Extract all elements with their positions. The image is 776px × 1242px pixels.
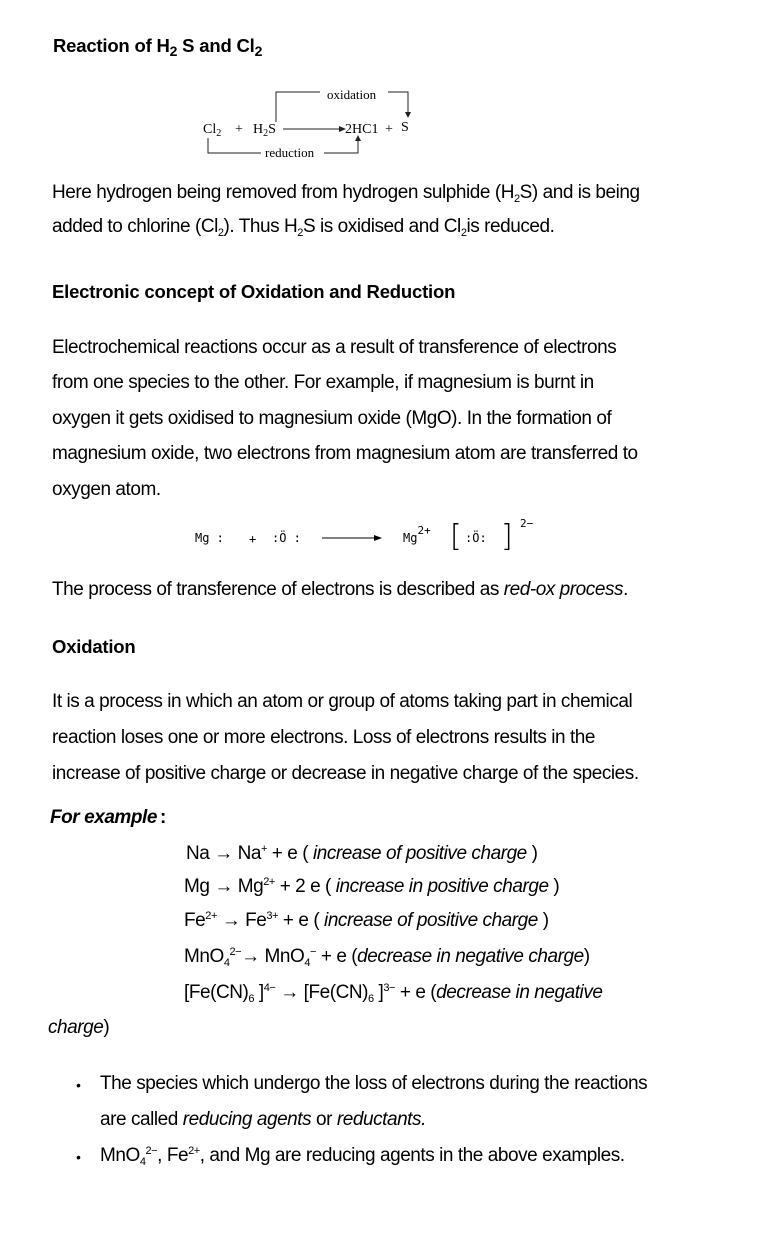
oxidation-arrowhead (405, 112, 411, 118)
lewis-equation (195, 515, 545, 560)
charge: 2− (229, 946, 242, 958)
subscript: 2 (217, 227, 224, 239)
paragraph-line: from one species to the other. For example, if magnesium is burnt in (52, 372, 594, 393)
bracket-right-icon: ] (501, 519, 513, 554)
subscript: 2 (254, 43, 263, 59)
oxide-ion: :Ö: (465, 531, 487, 545)
text: Fe (184, 910, 206, 931)
text: Mg → Mg (184, 876, 264, 897)
italic-note: charge (48, 1017, 104, 1038)
reactant-h2s (253, 122, 276, 138)
reduction-bracket-left (208, 138, 261, 153)
paragraph-line: reaction loses one or more electrons. Loss of electrons results in the (52, 727, 596, 748)
subscript: 4 (304, 957, 311, 969)
charge: 3+ (266, 910, 279, 922)
text: → Fe (216, 910, 267, 931)
paragraph-line: oxygen atom. (52, 479, 161, 500)
text: S is oxidised and Cl (302, 216, 461, 237)
bullet-item-line: The species which undergo the loss of electrons during the reactions (100, 1073, 648, 1094)
formula: H (253, 122, 264, 137)
paragraph-line: increase of positive charge or decrease in negative charge of the species. (52, 763, 639, 784)
bullet-icon: • (76, 1149, 81, 1165)
charge: 2+ (188, 1145, 200, 1157)
text: Here hydrogen being removed from hydrogen sulphide (H (52, 182, 514, 203)
italic-note: decrease in negative (436, 982, 603, 1003)
paragraph-line: It is a process in which an atom or group of atoms taking part in chemical (52, 691, 633, 712)
section-heading-electronic-concept: Electronic concept of Oxidation and Reduction (52, 281, 456, 302)
example-equation-continued (48, 1017, 109, 1039)
paragraph-line: magnesium oxide, two electrons from magnesium atom are transferred to (52, 443, 638, 464)
subscript: 2 (263, 128, 269, 139)
text: is reduced. (466, 216, 555, 237)
product-2hcl: 2HC1 (345, 122, 379, 137)
reduction-label: reduction (265, 145, 315, 160)
plus-sign: + (249, 532, 257, 546)
bullet-item-line (100, 1109, 426, 1131)
italic-term: reductants. (336, 1109, 426, 1130)
reactant-cl2 (203, 122, 221, 138)
text: The process of transference of electrons is described as (52, 579, 504, 600)
text: Na → Na (186, 843, 261, 864)
text: ] (373, 982, 384, 1003)
mg-ion (403, 524, 431, 545)
subscript: 4 (223, 957, 230, 969)
arrow-icon (322, 533, 384, 543)
text: are called (100, 1109, 183, 1130)
italic-note: increase in positive charge (335, 876, 549, 897)
charge: − (310, 946, 317, 958)
paragraph-line: Electrochemical reactions occur as a result of transference of electrons (52, 337, 617, 358)
reduction-bracket-right (324, 139, 358, 153)
text: . (623, 579, 628, 600)
charge: 2+ (263, 876, 275, 888)
reaction-diagram (195, 85, 425, 165)
italic-term: reducing agents (182, 1109, 312, 1130)
oxidation-bracket-left (276, 92, 320, 122)
text: → MnO (241, 946, 305, 967)
oxide-charge: 2− (520, 517, 534, 530)
charge: 3− (383, 982, 396, 994)
plus-sign: + (385, 122, 393, 137)
formula: Cl (203, 122, 217, 137)
text: → [Fe(CN) (275, 982, 369, 1003)
bullet-icon: • (76, 1077, 81, 1093)
text: ). Thus H (223, 216, 298, 237)
text: + e ( (266, 843, 313, 864)
text: + e ( (316, 946, 358, 967)
text: ) (583, 946, 590, 967)
subscript: 2 (169, 43, 178, 59)
example-label (50, 807, 166, 829)
text: + e ( (395, 982, 437, 1003)
section-heading-h2s-cl2 (53, 35, 262, 57)
example-equation (184, 946, 590, 968)
text: : (159, 807, 166, 828)
oxygen-atom: :Ö : (272, 531, 301, 545)
italic-term: red-ox process (503, 579, 624, 600)
text: , Fe (157, 1145, 189, 1166)
text: S) and is being (519, 182, 640, 203)
text: MnO (184, 946, 224, 967)
product-s: S (401, 120, 409, 135)
subscript: 2 (460, 227, 467, 239)
text: , and Mg are reducing agents in the above examples. (199, 1145, 625, 1166)
bullet-item-line (100, 1145, 625, 1167)
example-equation (184, 876, 559, 898)
paragraph-line (52, 182, 640, 204)
text: ) (526, 843, 538, 864)
italic-note: decrease in negative charge (357, 946, 584, 967)
text: [Fe(CN) (184, 982, 249, 1003)
oxidation-label: oxidation (327, 87, 377, 102)
italic-note: increase of positive charge (324, 910, 538, 931)
text: ) (548, 876, 560, 897)
text: + e ( (278, 910, 325, 931)
formula: S (268, 122, 276, 137)
oxidation-bracket-right (388, 92, 408, 114)
charge: + (260, 843, 267, 855)
subscript: 6 (248, 993, 255, 1005)
paragraph-line: oxygen it gets oxidised to magnesium oxide (MgO). In the formation of (52, 408, 612, 429)
paragraph-line (52, 216, 555, 238)
text: or (311, 1109, 337, 1130)
text: added to chlorine (Cl (52, 216, 218, 237)
example-equation (184, 910, 549, 932)
subscript: 6 (368, 993, 374, 1005)
formula: Mg (403, 531, 418, 545)
italic-note: increase of positive charge (312, 843, 527, 864)
section-heading-oxidation: Oxidation (52, 636, 136, 657)
plus-sign: + (235, 122, 243, 137)
subscript: 2 (216, 128, 222, 139)
paragraph-line (52, 579, 628, 601)
subscript: 4 (139, 1156, 146, 1168)
heading-text: S and Cl (177, 35, 255, 56)
text: + 2 e ( (274, 876, 336, 897)
charge: 4− (263, 982, 276, 994)
example-equation (184, 982, 603, 1004)
text: ] (254, 982, 264, 1003)
charge: 2+ (205, 910, 217, 922)
bracket-left-icon: [ (450, 519, 462, 554)
example-equation (186, 843, 538, 865)
charge: 2− (145, 1145, 158, 1157)
text: ) (537, 910, 549, 931)
heading-text: Reaction of H (53, 35, 170, 56)
text: MnO (100, 1145, 140, 1166)
mg-atom: Mg : (195, 531, 224, 545)
charge: 2+ (417, 524, 431, 537)
text: For example (50, 807, 157, 828)
subscript: 2 (297, 227, 303, 239)
subscript: 2 (513, 193, 520, 205)
text: ) (103, 1017, 110, 1038)
